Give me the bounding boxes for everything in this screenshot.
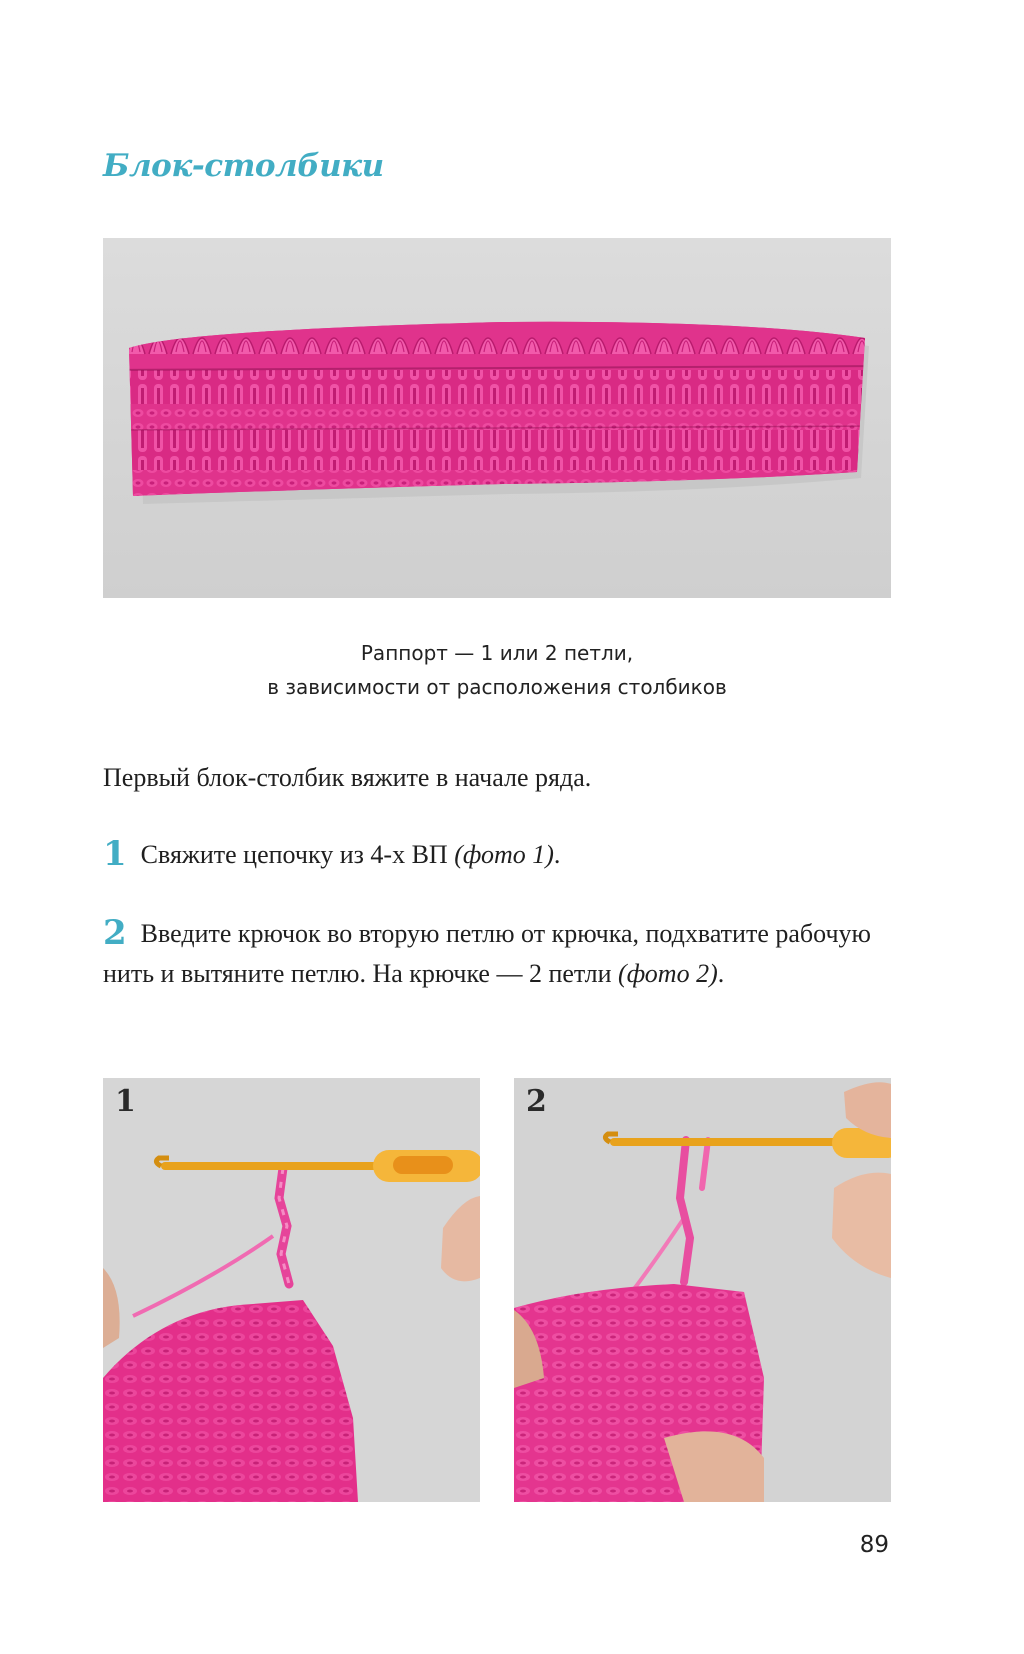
step-text: Свяжите цепочку из 4-х ВП (140, 840, 455, 869)
step-text: Введите крючок во вторую петлю от крючка, подхватите рабочую нить и вытяните петлю. На крючке — 2 петли (103, 919, 871, 988)
section-title: Блок-столбики (103, 148, 384, 184)
step-number: 1 (103, 834, 127, 874)
step-1 (103, 834, 893, 875)
step-2 (103, 913, 893, 994)
photo-label: 1 (115, 1084, 136, 1119)
photo-label: 2 (526, 1084, 547, 1119)
photo-reference: (фото 2) (618, 959, 718, 988)
hook-two-loops-image (514, 1078, 891, 1502)
step-photo-2 (514, 1078, 891, 1502)
photo-reference: (фото 1) (454, 840, 554, 869)
caption-line-1: Раппорт — 1 или 2 петли, (360, 641, 634, 665)
swatch-photo (103, 238, 891, 598)
step-end: . (717, 959, 725, 988)
step-photo-1 (103, 1078, 480, 1502)
step-end: . (553, 840, 561, 869)
step-number: 2 (103, 913, 127, 953)
hook-chain-image (103, 1078, 480, 1502)
caption-line-2: в зависимости от расположения столбиков (267, 675, 727, 699)
page-number: 89 (859, 1532, 889, 1558)
intro-paragraph: Первый блок-столбик вяжите в начале ряда. (103, 763, 592, 792)
crochet-swatch-image (103, 238, 891, 598)
swatch-caption (103, 636, 891, 704)
